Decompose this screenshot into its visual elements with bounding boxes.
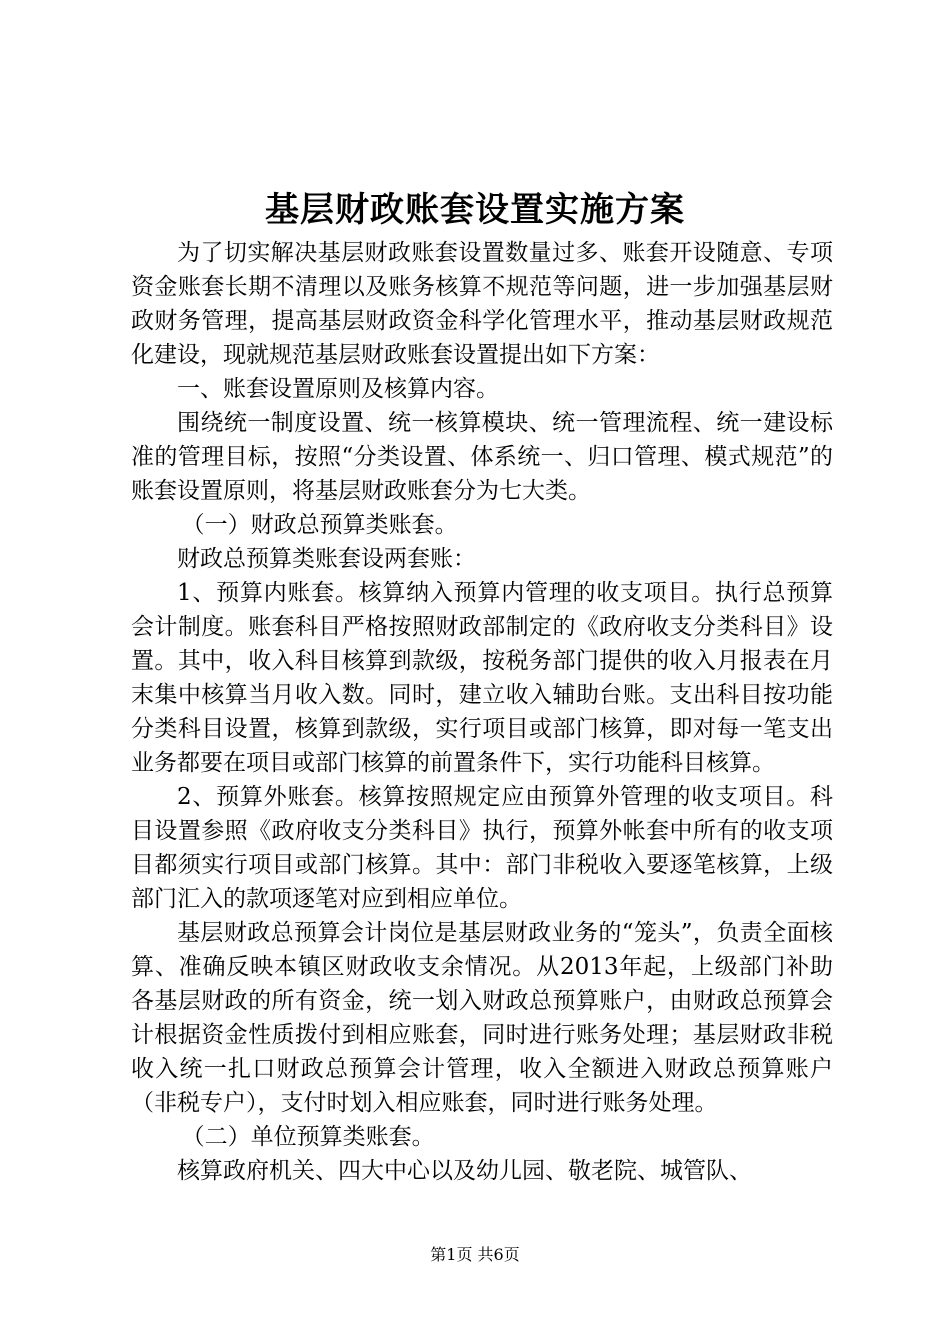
paragraph-intro: 为了切实解决基层财政账套设置数量过多、账套开设随意、专项资金账套长期不清理以及账务核算不规范等问题，进一步加强基层财政财务管理，提高基层财政资金科学化管理水平，推动基层财政规范化建设，现就规范基层财政账套设置提出如下方案： xyxy=(131,240,833,368)
subsection-heading-2: （二）单位预算类账套。 xyxy=(181,1124,435,1150)
paragraph-budget-inside: 1、预算内账套。核算纳入预算内管理的收支项目。执行总预算会计制度。账套科目严格按照财政部制定的《政府收支分类科目》设置。其中，收入科目核算到款级，按税务部门提供的收入月报表在月末集中核算当月收入数。同时，建立收入辅助台账。支出科目按功能分类科目设置，核算到款级，实行项目或部门核算，即对每一笔支出业务都要在项目或部门核算的前置条件下，实行功能科目核算。 xyxy=(131,580,833,776)
paragraph-budget-outside: 2、预算外账套。核算按照规定应由预算外管理的收支项目。科目设置参照《政府收支分类科目》执行，预算外帐套中所有的收支项目都须实行项目或部门核算。其中：部门非税收入要逐笔核算，上级部门汇入的款项逐笔对应到相应单位。 xyxy=(131,784,833,912)
paragraph-general-accounting: 基层财政总预算会计岗位是基层财政业务的“笼头”，负责全面核算、准确反映本镇区财政收支余情况。从2013年起，上级部门补助各基层财政的所有资金，统一划入财政总预算账户，由财政总预算会计根据资金性质拨付到相应账套，同时进行账务处理；基层财政非税收入统一扎口财政总预算会计管理，收入全额进入财政总预算账户（非税专户），支付时划入相应账套，同时进行账务处理。 xyxy=(131,920,833,1116)
paragraph-two-accounts: 财政总预算类账套设两套账： xyxy=(177,546,476,572)
paragraph-unit-budget: 核算政府机关、四大中心以及幼儿园、敬老院、城管队、 xyxy=(177,1158,752,1184)
subsection-heading-1: （一）财政总预算类账套。 xyxy=(181,512,458,538)
document-body xyxy=(131,236,833,1188)
paragraph-principles: 围绕统一制度设置、统一核算模块、统一管理流程、统一建设标准的管理目标，按照“分类设置、体系统一、归口管理、模式规范”的账套设置原则，将基层财政账套分为七大类。 xyxy=(131,410,833,504)
page-number: 第1页 共6页 xyxy=(430,1245,520,1264)
document-title: 基层财政账套设置实施方案 xyxy=(265,190,685,230)
section-heading-1: 一、账套设置原则及核算内容。 xyxy=(177,376,499,402)
